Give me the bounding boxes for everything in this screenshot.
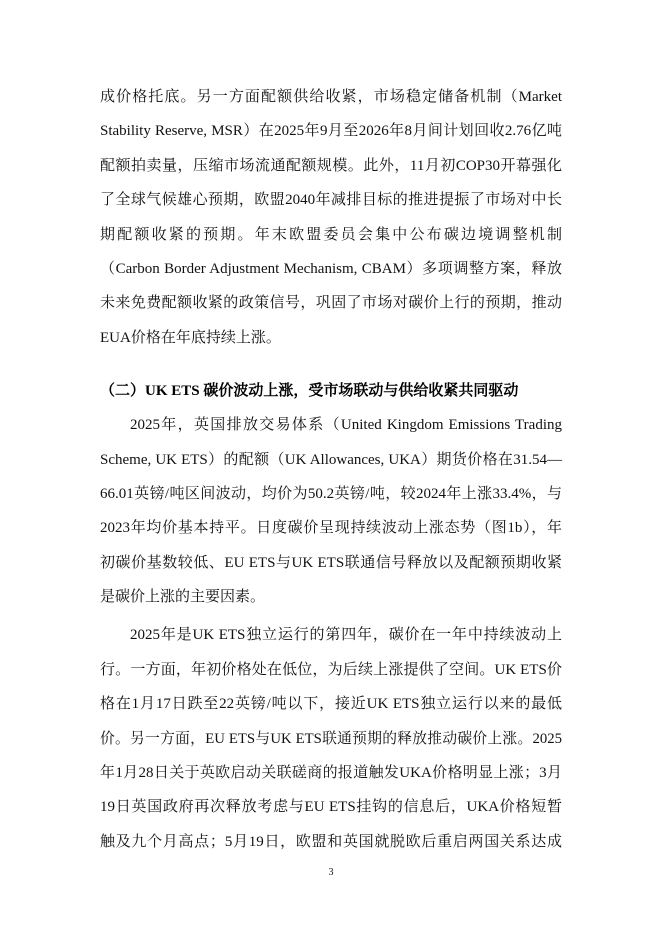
text-line: 配额拍卖量，压缩市场流通配额规模。此外，11月初COP30开幕强化 [100, 157, 562, 174]
text-line: 未来免费配额收紧的政策信号，巩固了市场对碳价上行的预期，推动 [100, 295, 562, 312]
paragraph-1 [100, 80, 562, 355]
text-line: 期配额收紧的预期。年末欧盟委员会集中公布碳边境调整机制 [100, 226, 562, 243]
text-line: 了全球气候雄心预期，欧盟2040年减排目标的推进提振了市场对中长 [100, 192, 562, 209]
text-line: 价。另一方面，EU ETS与UK ETS联通预期的释放推动碳价上涨。2025 [100, 730, 562, 747]
text-line: 2025年是UK ETS独立运行的第四年，碳价在一年中持续波动上 [130, 627, 562, 644]
text-line: 19日英国政府再次释放考虑与EU ETS挂钩的信息后，UKA价格短暂 [100, 799, 562, 816]
text-line: Scheme, UK ETS）的配额（UK Allowances, UKA）期货价格在31.54— [100, 451, 562, 468]
section-heading: （二）UK ETS 碳价波动上涨，受市场联动与供给收紧共同驱动 [100, 382, 519, 399]
text-line: Stability Reserve, MSR）在2025年9月至2026年8月间计划回收2.76亿吨 [100, 123, 562, 140]
text-line: 格在1月17日跌至22英镑/吨以下，接近UK ETS独立运行以来的最低 [100, 696, 562, 713]
text-line: 2025年，英国排放交易体系（United Kingdom Emissions Trading [130, 417, 562, 434]
text-line: 年1月28日关于英欧启动关联磋商的报道触发UKA价格明显上涨；3月 [100, 764, 562, 781]
paragraph-3 [100, 618, 562, 859]
text-line: 行。一方面，年初价格处在低位，为后续上涨提供了空间。UK ETS价 [100, 661, 562, 678]
text-line: 66.01英镑/吨区间波动，均价为50.2英镑/吨，较2024年上涨33.4%，与 [100, 486, 562, 503]
text-line: （Carbon Border Adjustment Mechanism, CBAM）多项调整方案，释放 [100, 261, 562, 278]
text-line: 触及九个月高点；5月19日，欧盟和英国就脱欧后重启两国关系达成 [100, 833, 562, 850]
text-line: 2023年均价基本持平。日度碳价呈现持续波动上涨态势（图1b），年 [100, 520, 562, 537]
paragraph-2 [100, 408, 562, 614]
text-line: EUA价格在年底持续上涨。 [100, 329, 281, 346]
page-number: 3 [328, 867, 334, 878]
text-line: 是碳价上涨的主要因素。 [100, 589, 266, 606]
page-body [100, 80, 562, 859]
text-line: 初碳价基数较低、EU ETS与UK ETS联通信号释放以及配额预期收紧 [100, 554, 562, 571]
text-line: 成价格托底。另一方面配额供给收紧，市场稳定储备机制（Market [100, 89, 562, 105]
